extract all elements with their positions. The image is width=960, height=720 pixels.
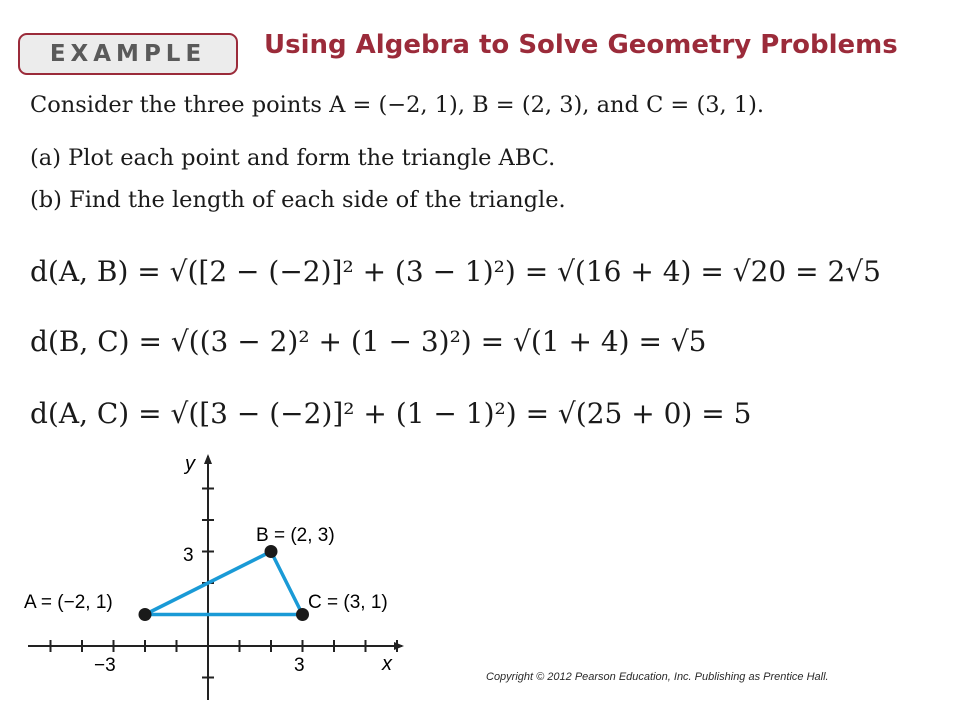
distance-bc-formula: d(B, C) = √((3 − 2)² + (1 − 3)²) = √(1 + 4) = √5 xyxy=(30,325,707,358)
point-c-label: C = (3, 1) xyxy=(308,592,388,613)
triangle-vertices xyxy=(139,545,310,621)
y-axis-label: y xyxy=(185,453,195,475)
triangle-abc xyxy=(145,552,303,615)
point-b xyxy=(265,545,278,558)
x-tick-label-3: 3 xyxy=(294,655,305,676)
part-a-text: (a) Plot each point and form the triangle ABC. xyxy=(30,145,556,171)
point-a xyxy=(139,608,152,621)
problem-statement: Consider the three points A = (−2, 1), B = (2, 3), and C = (3, 1). xyxy=(30,92,765,118)
point-b-label: B = (2, 3) xyxy=(256,525,335,546)
point-a-label: A = (−2, 1) xyxy=(24,592,113,613)
coordinate-graph xyxy=(20,448,440,718)
x-axis-label: x xyxy=(382,653,392,675)
distance-ac-formula: d(A, C) = √([3 − (−2)]² + (1 − 1)²) = √(25 + 0) = 5 xyxy=(30,397,752,430)
slide-title: Using Algebra to Solve Geometry Problems xyxy=(264,30,898,60)
x-tick-label-neg3: −3 xyxy=(94,655,116,676)
example-badge: EXAMPLE xyxy=(18,33,238,75)
copyright-notice: Copyright © 2012 Pearson Education, Inc. Publishing as Prentice Hall. xyxy=(486,671,829,683)
y-tick-label-3: 3 xyxy=(183,545,194,566)
part-b-text: (b) Find the length of each side of the triangle. xyxy=(30,187,566,213)
distance-ab-formula: d(A, B) = √([2 − (−2)]² + (3 − 1)²) = √(16 + 4) = √20 = 2√5 xyxy=(30,255,881,288)
